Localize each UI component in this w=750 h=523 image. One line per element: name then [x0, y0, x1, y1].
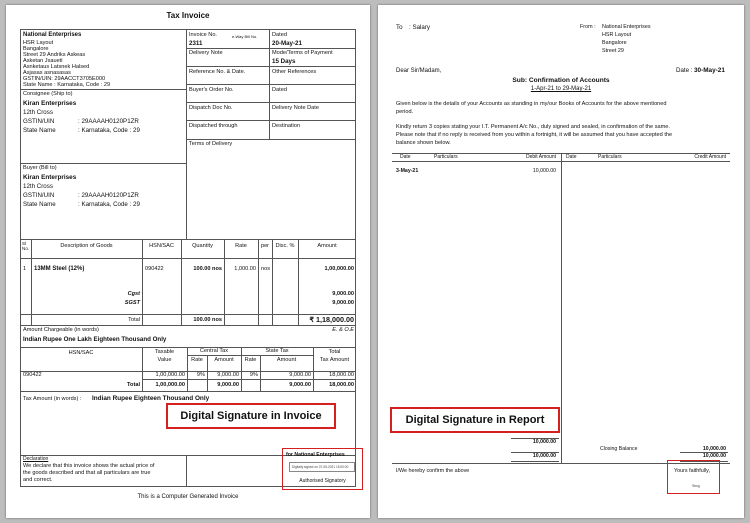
tax-row-c-amt: 9,000.00: [217, 372, 239, 378]
terms-label: Terms of Delivery: [189, 141, 233, 147]
buyer-gstin-label: GSTIN/UIN: [23, 192, 55, 199]
digital-signature-text: Digitally signed on 07-05-2021 15:00:00: [292, 465, 349, 469]
seller-line: Bangalore: [23, 46, 49, 52]
item-hsn: 090422: [145, 266, 164, 272]
col-rate: Rate: [235, 243, 247, 249]
sgst-label: SGST: [124, 300, 140, 306]
consignee-state: : Karnataka, Code : 29: [78, 127, 140, 134]
header-debit: Debit Amount: [525, 154, 556, 160]
buyer-state-label: State Name: [23, 201, 56, 208]
invoice-no-label: Invoice No.: [189, 32, 217, 38]
state-amount-header: Amount: [276, 357, 297, 363]
buyer-name: Kiran Enterprises: [23, 174, 77, 181]
col-sl: Sl No.: [22, 241, 30, 251]
for-company: for National Enterprises: [286, 452, 345, 458]
tax-value-header: Value: [157, 357, 172, 363]
cgst-label: Cgst: [127, 291, 140, 297]
tax-total-s-amt: 9,000.00: [289, 382, 311, 388]
buyer-label: Buyer (Bill to): [23, 165, 57, 171]
item-description: 13MM Steel (12%): [34, 266, 85, 272]
seller-name: National Enterprises: [23, 32, 82, 38]
col-quantity: Quantity: [192, 243, 213, 249]
amount-words-label: Amount Chargeable (in words): [23, 327, 99, 333]
reference-label: Reference No. & Date.: [189, 69, 246, 75]
tax-invoice-page: [6, 5, 370, 518]
invoice-no: 2311: [189, 40, 203, 47]
tax-taxable-header: Taxable: [154, 349, 175, 355]
yours-faithfully: Yours faithfully,: [674, 468, 710, 474]
date-label: Date :: [676, 67, 693, 74]
seller-line: Asjasas asnasasas: [23, 70, 71, 76]
delivery-note-label: Delivery Note: [189, 50, 223, 56]
declaration-label: Declaration: [23, 456, 49, 462]
para2-line: balance shown below.: [396, 140, 451, 146]
tax-hsn-header: HSN/SAC: [68, 350, 94, 356]
tax-total-total: 18,000.00: [329, 382, 354, 388]
debit-total-2: 10,000.00: [532, 453, 556, 459]
total-qty: 100.00 nos: [193, 317, 222, 323]
buyer-gstin: : 29AAAAH0120P1ZR: [78, 192, 139, 199]
closing-value: 10,000.00: [702, 446, 726, 452]
consignee-address: 12th Cross: [23, 109, 53, 116]
tax-state-header: State Tax: [265, 348, 289, 354]
tax-amount-header: Tax Amount: [319, 357, 350, 363]
col-hsn: HSN/SAC: [149, 243, 174, 249]
declaration-line: the goods described and that all particulars are true: [23, 470, 151, 476]
consignee-label: Consignee (Ship to): [23, 91, 73, 97]
header-date: Date: [400, 154, 411, 160]
item-rate: 1,000.00: [234, 266, 256, 272]
seller-line: Street 29 Andriks Askeas: [23, 52, 86, 58]
mode-label: Mode/Terms of Payment: [272, 50, 333, 56]
confirmation-report-page: [378, 5, 744, 518]
from-label: From :: [580, 24, 596, 30]
subject: Sub: Confirmation of Accounts: [512, 77, 610, 84]
item-sl: 1: [23, 266, 27, 272]
seller-line: Asketan Jsaueti: [23, 58, 63, 64]
dated-label: Dated: [272, 32, 287, 38]
tax-words: Indian Rupee Eighteen Thousand Only: [92, 395, 210, 402]
row-debit: 10,000.00: [532, 168, 556, 174]
tax-total-header: Total: [328, 349, 341, 355]
tax-row-total: 18,000.00: [329, 372, 354, 378]
tax-row-c-rate: 9%: [196, 372, 205, 378]
invoice-title: Tax Invoice: [166, 11, 210, 20]
invoice-date: 20-May-21: [272, 40, 302, 47]
buyer-state: : Karnataka, Code : 29: [78, 201, 140, 208]
central-amount-header: Amount: [214, 357, 234, 363]
tax-total-label: Total: [127, 382, 140, 388]
delivery-note-date-label: Delivery Note Date: [272, 105, 319, 111]
buyer-address: 12th Cross: [23, 183, 53, 190]
consignee-gstin: : 29AAAAH0120P1ZR: [78, 118, 139, 125]
col-per: per: [260, 243, 270, 249]
salutation: Dear Sir/Madam,: [396, 68, 442, 74]
para1-line: Given below is the details of your Accounts as standing in my/our Books of Accounts for the above mentioned: [396, 101, 667, 107]
debit-total: 10,000.00: [532, 439, 556, 445]
header-credit: Credit Amount: [694, 154, 726, 160]
para1-line: period.: [396, 109, 414, 115]
consignee-gstin-label: GSTIN/UIN: [23, 118, 55, 125]
consignee-state-label: State Name: [23, 127, 56, 134]
tax-total-taxable: 1,00,000.00: [155, 382, 185, 388]
total-label: Total: [128, 317, 140, 323]
invoice-signature-callout: Digital Signature in Invoice: [166, 403, 336, 429]
report-signature-callout: Digital Signature in Report: [390, 407, 560, 433]
item-amount: 1,00,000.00: [324, 266, 354, 272]
para2-line: Kindly return 3 copies stating your I.T. Permanent A/c No., duly signed and sealed, in confirmation of the same.: [396, 124, 670, 130]
seller-line: Asnketaus Latsnek Halsed: [23, 64, 90, 70]
to-label: To: [396, 24, 403, 31]
col-amount: Amount: [317, 243, 337, 249]
seller-line: HSR Layout: [23, 40, 54, 46]
eoe: E. & O.E: [332, 327, 354, 333]
from-line: Street 29: [602, 48, 624, 54]
item-qty: 100.00 nos: [193, 266, 222, 272]
eway-label: e-Way Bill No.: [232, 34, 258, 39]
tax-row-taxable: 1,00,000.00: [155, 372, 185, 378]
cgst-amount: 9,000.00: [332, 291, 354, 297]
col-disc: Disc. %: [275, 243, 295, 249]
tax-total-c-amt: 9,000.00: [217, 382, 239, 388]
tax-words-label: Tax Amount (in words) :: [23, 396, 82, 402]
header-particulars2: Particulars: [598, 154, 622, 160]
tax-central-header: Central Tax: [199, 348, 229, 354]
col-description: Description of Goods: [60, 243, 113, 249]
seller-line: GSTIN/UIN: 29AACCT3705E000: [23, 76, 106, 82]
consignee-name: Kiran Enterprises: [23, 100, 77, 107]
mode-value: 15 Days: [272, 58, 296, 65]
tax-row-s-rate: 9%: [249, 372, 258, 378]
from-line: HSR Layout: [602, 32, 632, 38]
invoice-footer: This is a Computer Generated Invoice: [137, 494, 239, 500]
sgst-amount: 9,000.00: [332, 300, 354, 306]
authorised-signatory: Authorised Signatory: [299, 478, 346, 484]
para2-line: Please note that if no reply is received from you within a fortnight, it will be assumed that you have accepted the: [396, 132, 673, 138]
dispatched-through-label: Dispatched through: [189, 123, 238, 129]
amount-words: Indian Rupee One Lakh Eighteen Thousand Only: [23, 336, 167, 343]
confirm-text: I/We hereby confirm the above: [396, 468, 470, 474]
state-rate-header: Rate: [244, 357, 257, 363]
from-line: National Enterprises: [602, 24, 651, 30]
total-amount: ₹ 1,18,000.00: [309, 315, 354, 324]
from-line: Bangalore: [602, 40, 627, 46]
to-value: : Salary: [409, 24, 430, 31]
tax-row-hsn: 090422: [23, 372, 42, 378]
other-ref-label: Other References: [272, 69, 317, 75]
seller-line: State Name : Karnataka, Code : 29: [23, 82, 111, 88]
tax-row-s-amt: 9,000.00: [289, 372, 311, 378]
period: 1-Apr-21 to 29-May-21: [530, 86, 592, 92]
item-per: nos: [261, 266, 271, 272]
closing-label: Closing Balance: [600, 446, 638, 452]
header-date2: Date: [566, 154, 577, 160]
central-rate-header: Rate: [191, 357, 203, 363]
buyer-order-label: Buyer's Order No.: [189, 87, 234, 93]
dispatch-doc-label: Dispatch Doc No.: [189, 105, 233, 111]
row-date: 3-May-21: [396, 168, 419, 174]
declaration-line: We declare that this invoice shows the actual price of: [23, 463, 155, 469]
destination-label: Destination: [272, 123, 300, 129]
report-signature-text: Sbsg: [692, 484, 700, 488]
report-date: 30-May-21: [694, 67, 725, 74]
header-particulars: Particulars: [434, 154, 458, 160]
declaration-line: and correct.: [23, 477, 53, 483]
dated2-label: Dated: [272, 87, 287, 93]
credit-total: 10,000.00: [702, 453, 726, 459]
